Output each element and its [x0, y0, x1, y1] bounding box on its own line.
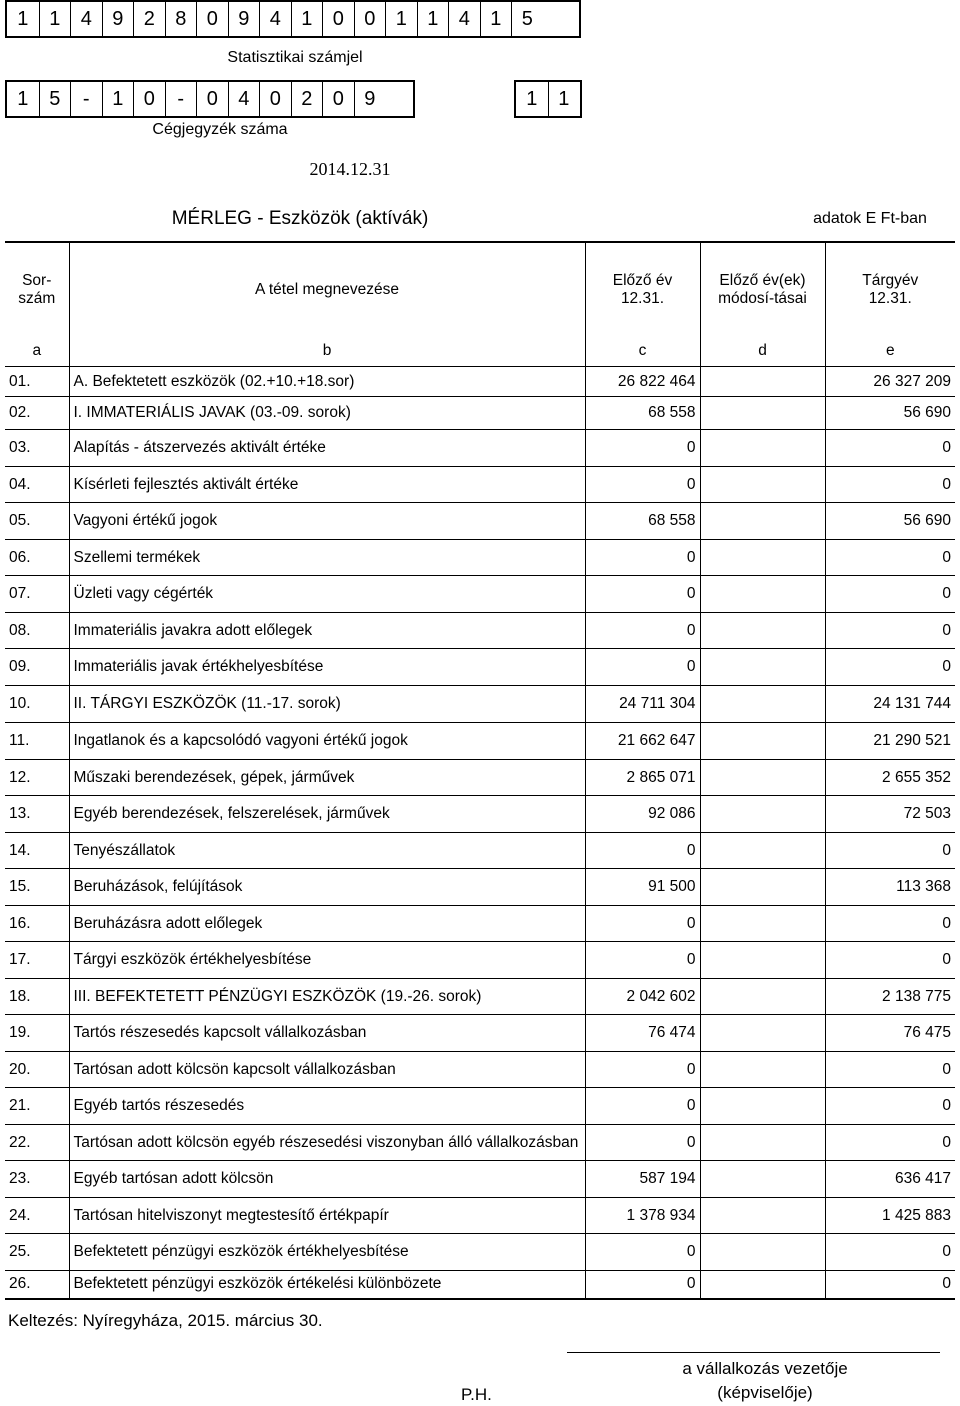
table-row [5, 942, 955, 979]
row-cur-value: 56 690 [825, 503, 955, 540]
row-prev-value: 0 [585, 1234, 700, 1271]
row-mod-value [700, 1015, 825, 1052]
row-cur-value: 56 690 [825, 397, 955, 430]
table-row [5, 576, 955, 613]
row-number: 06. [5, 540, 69, 576]
row-mod-value [700, 979, 825, 1015]
row-cur-value: 0 [825, 942, 955, 979]
row-number: 21. [5, 1088, 69, 1125]
row-mod-value [700, 540, 825, 576]
row-mod-value [700, 686, 825, 723]
row-mod-value [700, 613, 825, 649]
table-row [5, 723, 955, 760]
table-row [5, 869, 955, 906]
row-prev-value: 1 378 934 [585, 1198, 700, 1234]
table-row [5, 1052, 955, 1088]
header-name: A tétel megnevezése [69, 242, 585, 336]
table-row [5, 367, 955, 397]
row-prev-value: 0 [585, 906, 700, 942]
row-mod-value [700, 942, 825, 979]
row-name: A. Befektetett eszközök (02.+10.+18.sor) [69, 367, 585, 397]
row-name: Ingatlanok és a kapcsolódó vagyoni értékű jogok [69, 723, 585, 760]
row-name: Szellemi termékek [69, 540, 585, 576]
col-letter-e: e [825, 336, 955, 367]
row-number: 11. [5, 723, 69, 760]
code-digit: 1 [385, 2, 417, 36]
row-prev-value: 0 [585, 540, 700, 576]
row-mod-value [700, 1234, 825, 1271]
row-cur-value: 0 [825, 833, 955, 869]
code-digit: 1 [480, 2, 512, 36]
row-mod-value [700, 467, 825, 503]
code-digit: 9 [354, 82, 386, 116]
row-cur-value: 0 [825, 1125, 955, 1161]
row-name: Tenyészállatok [69, 833, 585, 869]
col-letter-a: a [32, 342, 42, 359]
table-row [5, 686, 955, 723]
stat-code-label: Statisztikai számjel [227, 49, 363, 66]
code-digit: 4 [228, 82, 260, 116]
table-row [5, 467, 955, 503]
code-digit: - [165, 82, 197, 116]
row-mod-value [700, 649, 825, 686]
row-name: Vagyoni értékű jogok [69, 503, 585, 540]
table-row [5, 979, 955, 1015]
table-row [5, 796, 955, 833]
row-number: 05. [5, 503, 69, 540]
row-prev-value: 2 865 071 [585, 760, 700, 796]
row-cur-value: 0 [825, 1052, 955, 1088]
code-digit: - [70, 82, 102, 116]
row-number: 10. [5, 686, 69, 723]
row-name: Üzleti vagy cégérték [69, 576, 585, 613]
row-number: 15. [5, 869, 69, 906]
company-code-suffix-boxes [514, 80, 582, 118]
code-digit: 4 [448, 2, 480, 36]
row-cur-value: 24 131 744 [825, 686, 955, 723]
row-prev-value: 0 [585, 1088, 700, 1125]
code-digit: 5 [39, 82, 71, 116]
row-mod-value [700, 367, 825, 397]
row-number: 13. [5, 796, 69, 833]
code-digit: 0 [354, 2, 386, 36]
signature-line [567, 1352, 940, 1353]
code-digit: 4 [259, 2, 291, 36]
row-number: 22. [5, 1125, 69, 1161]
row-number: 02. [5, 397, 69, 430]
row-prev-value: 2 042 602 [585, 979, 700, 1015]
table-row [5, 1198, 955, 1234]
row-number: 04. [5, 467, 69, 503]
table-header [5, 242, 955, 336]
row-number: 16. [5, 906, 69, 942]
row-prev-value: 91 500 [585, 869, 700, 906]
row-prev-value: 68 558 [585, 503, 700, 540]
table-row [5, 613, 955, 649]
table-row [5, 649, 955, 686]
row-prev-value: 0 [585, 1052, 700, 1088]
table-row [5, 1271, 955, 1299]
code-digit: 5 [511, 2, 543, 36]
row-name: Egyéb tartós részesedés [69, 1088, 585, 1125]
row-mod-value [700, 1198, 825, 1234]
row-name: III. BEFEKTETETT PÉNZÜGYI ESZKÖZÖK (19.-26. sorok) [69, 979, 585, 1015]
code-digit: 0 [322, 2, 354, 36]
row-cur-value: 76 475 [825, 1015, 955, 1052]
row-number: 01. [5, 367, 69, 397]
row-number: 25. [5, 1234, 69, 1271]
row-prev-value: 0 [585, 833, 700, 869]
row-prev-value: 0 [585, 1271, 700, 1299]
row-name: Egyéb berendezések, felszerelések, járművek [69, 796, 585, 833]
row-cur-value: 0 [825, 540, 955, 576]
row-name: Kísérleti fejlesztés aktivált értéke [69, 467, 585, 503]
row-prev-value: 76 474 [585, 1015, 700, 1052]
row-cur-value: 0 [825, 430, 955, 467]
row-name: Immateriális javak értékhelyesbítése [69, 649, 585, 686]
row-number: 07. [5, 576, 69, 613]
row-cur-value: 2 655 352 [825, 760, 955, 796]
row-name: Tartós részesedés kapcsolt vállalkozásban [69, 1015, 585, 1052]
table-row [5, 1161, 955, 1198]
row-cur-value: 0 [825, 1088, 955, 1125]
row-name: Tartósan hitelviszonyt megtestesítő értékpapír [69, 1198, 585, 1234]
row-prev-value: 21 662 647 [585, 723, 700, 760]
header-mod: Előző év(ek) módosí-tásai [700, 242, 825, 336]
row-mod-value [700, 760, 825, 796]
row-number: 24. [5, 1198, 69, 1234]
code-digit: 0 [196, 2, 228, 36]
table-row [5, 1234, 955, 1271]
row-number: 03. [5, 430, 69, 467]
row-cur-value: 113 368 [825, 869, 955, 906]
row-name: Befektetett pénzügyi eszközök értékelési különbözete [69, 1271, 585, 1299]
row-prev-value: 92 086 [585, 796, 700, 833]
report-date: 2014.12.31 [309, 159, 391, 179]
row-number: 08. [5, 613, 69, 649]
code-digit: 9 [102, 2, 134, 36]
col-letter-d: d [700, 336, 825, 367]
row-cur-value: 0 [825, 906, 955, 942]
table-row [5, 906, 955, 942]
column-letters [5, 336, 955, 367]
row-number: 12. [5, 760, 69, 796]
row-name: Egyéb tartósan adott kölcsön [69, 1161, 585, 1198]
row-mod-value [700, 723, 825, 760]
code-digit: 8 [165, 2, 197, 36]
table-row [5, 1088, 955, 1125]
row-mod-value [700, 1271, 825, 1299]
row-cur-value: 0 [825, 613, 955, 649]
row-cur-value: 2 138 775 [825, 979, 955, 1015]
row-mod-value [700, 503, 825, 540]
row-name: Befektetett pénzügyi eszközök értékhelyesbítése [69, 1234, 585, 1271]
row-name: Tárgyi eszközök értékhelyesbítése [69, 942, 585, 979]
col-letter-b: b [69, 336, 585, 367]
row-mod-value [700, 397, 825, 430]
code-digit: 1 [102, 82, 134, 116]
row-name: Beruházásra adott előlegek [69, 906, 585, 942]
stamp-label: P.H. [461, 1385, 492, 1404]
row-prev-value: 0 [585, 430, 700, 467]
row-cur-value: 26 327 209 [825, 367, 955, 397]
row-number: 19. [5, 1015, 69, 1052]
table-row [5, 397, 955, 430]
row-prev-value: 68 558 [585, 397, 700, 430]
table-row [5, 760, 955, 796]
row-mod-value [700, 430, 825, 467]
row-cur-value: 72 503 [825, 796, 955, 833]
row-name: Műszaki berendezések, gépek, járművek [69, 760, 585, 796]
row-cur-value: 0 [825, 1271, 955, 1299]
signature-subtitle: (képviselője) [717, 1383, 813, 1402]
row-prev-value: 0 [585, 649, 700, 686]
row-mod-value [700, 576, 825, 613]
row-name: Tartósan adott kölcsön kapcsolt vállalkozásban [69, 1052, 585, 1088]
row-number: 23. [5, 1161, 69, 1198]
balance-table [5, 241, 955, 1300]
row-prev-value: 587 194 [585, 1161, 700, 1198]
row-mod-value [700, 1052, 825, 1088]
code-digit: 0 [133, 82, 165, 116]
col-letter-c: c [585, 336, 700, 367]
header-cur: Tárgyév 12.31. [825, 242, 955, 336]
header-prev: Előző év 12.31. [585, 242, 700, 336]
row-cur-value: 0 [825, 1234, 955, 1271]
row-mod-value [700, 869, 825, 906]
code-digit: 4 [70, 2, 102, 36]
row-prev-value: 0 [585, 613, 700, 649]
row-cur-value: 0 [825, 576, 955, 613]
table-row [5, 430, 955, 467]
code-digit: 1 [526, 87, 538, 110]
header-sorszam: Sor- szám [5, 242, 69, 336]
code-digit: 1 [17, 87, 29, 110]
table-row [5, 1125, 955, 1161]
row-number: 17. [5, 942, 69, 979]
code-digit: 1 [291, 2, 323, 36]
code-digit: 0 [322, 82, 354, 116]
row-cur-value: 636 417 [825, 1161, 955, 1198]
table-row [5, 1015, 955, 1052]
code-digit: 2 [133, 2, 165, 36]
row-mod-value [700, 833, 825, 869]
stat-code-boxes [5, 0, 581, 38]
row-name: I. IMMATERIÁLIS JAVAK (03.-09. sorok) [69, 397, 585, 430]
row-mod-value [700, 1088, 825, 1125]
row-prev-value: 0 [585, 1125, 700, 1161]
footer-date: Keltezés: Nyíregyháza, 2015. március 30. [8, 1311, 323, 1330]
row-name: II. TÁRGYI ESZKÖZÖK (11.-17. sorok) [69, 686, 585, 723]
row-number: 26. [5, 1271, 69, 1299]
code-digit: 1 [548, 82, 580, 116]
row-number: 18. [5, 979, 69, 1015]
row-prev-value: 0 [585, 942, 700, 979]
row-prev-value: 26 822 464 [585, 367, 700, 397]
row-prev-value: 0 [585, 467, 700, 503]
row-name: Tartósan adott kölcsön egyéb részesedési viszonyban álló vállalkozásban [69, 1125, 585, 1161]
row-mod-value [700, 1161, 825, 1198]
row-mod-value [700, 1125, 825, 1161]
row-cur-value: 0 [825, 467, 955, 503]
page-title: MÉRLEG - Eszközök (aktívák) [171, 208, 429, 229]
signature-title: a vállalkozás vezetője [682, 1359, 848, 1378]
code-digit: 1 [17, 7, 29, 30]
row-cur-value: 21 290 521 [825, 723, 955, 760]
code-digit: 2 [291, 82, 323, 116]
table-row [5, 540, 955, 576]
code-digit: 0 [259, 82, 291, 116]
row-number: 20. [5, 1052, 69, 1088]
row-mod-value [700, 796, 825, 833]
code-digit: 1 [39, 2, 71, 36]
row-name: Alapítás - átszervezés aktivált értéke [69, 430, 585, 467]
company-code-boxes [5, 80, 415, 118]
units-note: adatok E Ft-ban [813, 210, 927, 227]
row-name: Beruházások, felújítások [69, 869, 585, 906]
row-cur-value: 1 425 883 [825, 1198, 955, 1234]
row-prev-value: 24 711 304 [585, 686, 700, 723]
row-name: Immateriális javakra adott előlegek [69, 613, 585, 649]
row-mod-value [700, 906, 825, 942]
row-number: 14. [5, 833, 69, 869]
company-code-label: Cégjegyzék száma [152, 121, 288, 138]
row-cur-value: 0 [825, 649, 955, 686]
table-row [5, 833, 955, 869]
code-digit: 1 [417, 2, 449, 36]
row-prev-value: 0 [585, 576, 700, 613]
table-row [5, 503, 955, 540]
code-digit: 9 [228, 2, 260, 36]
row-number: 09. [5, 649, 69, 686]
code-digit: 0 [196, 82, 228, 116]
